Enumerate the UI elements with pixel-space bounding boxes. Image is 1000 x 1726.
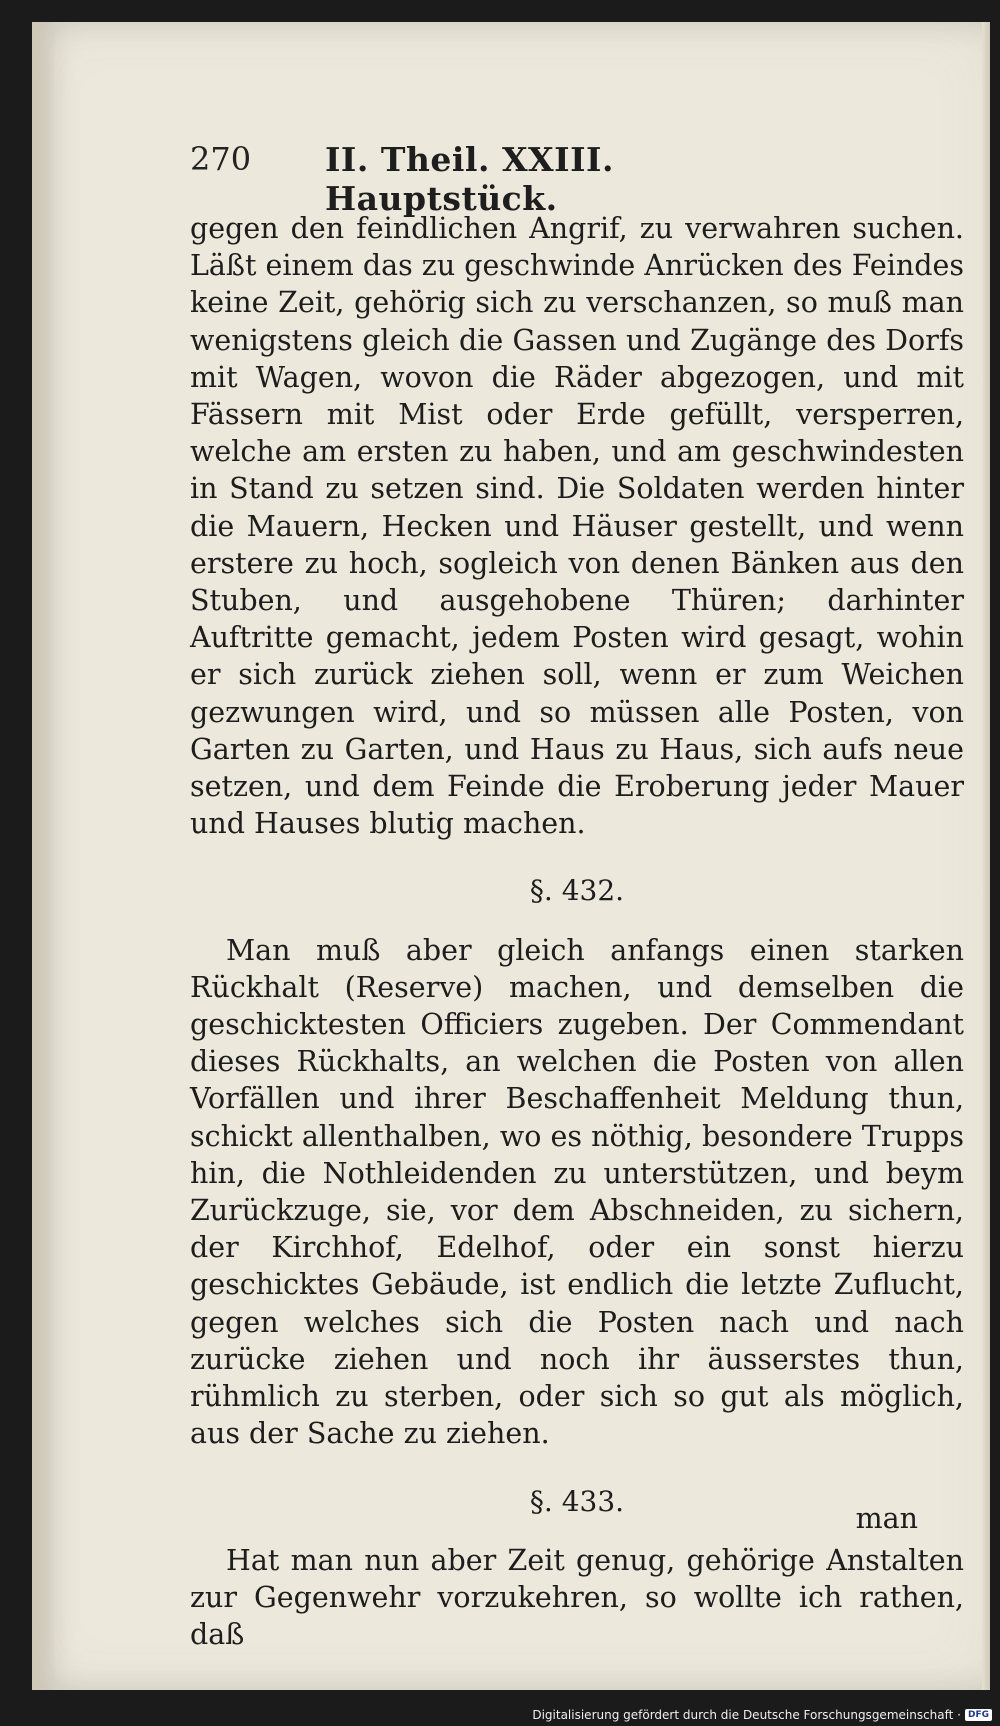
dfg-logo-icon: DFG bbox=[965, 1709, 992, 1721]
page-edge bbox=[982, 22, 990, 1690]
section-heading-432: §. 432. bbox=[529, 874, 625, 908]
catchword: man bbox=[855, 1502, 918, 1535]
footer-credit: Digitalisierung gefördert durch die Deutsche Forschungsgemeinschaft · bbox=[532, 1708, 961, 1722]
paragraph-3: Hat man nun aber Zeit genug, gehörige Anstalten zur Gegenwehr vorzukehren, so wollte ich rathen, daß bbox=[190, 1543, 964, 1652]
page-number: 270 bbox=[190, 140, 252, 178]
paragraph-1: gegen den feindlichen Angrif, zu verwahren suchen. Läßt einem das zu geschwinde Anrücken des Feindes keine Zeit, gehörig sich zu verschanzen, so muß man wenigstens gleich die Gassen und Zugänge des Dorfs mit Wagen, wovon die Räder abgezogen, und mit Fässern mit Mist oder Erde gefüllt, versperren, welche am ersten zu haben, und am geschwindesten in Stand zu setzen sind. Die Soldaten werden hinter die Mauern, Hecken und Häuser gestellt, und wenn erstere zu hoch, sogleich von denen Bänken aus den Stuben, und ausgehobene Thüren; darhinter Auftritte gemacht, jedem Posten wird gesagt, wohin er sich zurück ziehen soll, wenn er zum Weichen gezwungen wird, und so müssen alle Posten, von Garten zu Garten, und Haus zu Haus, sich aufs neue setzen, und dem Feinde die Eroberung jeder Mauer und Hauses blutig machen. bbox=[190, 212, 964, 841]
running-title: II. Theil. XXIII. Hauptstück. bbox=[325, 140, 614, 218]
digitization-footer bbox=[532, 1708, 992, 1722]
book-page bbox=[32, 22, 990, 1690]
page-gutter-shadow bbox=[32, 22, 56, 1690]
section-heading-433: §. 433. bbox=[529, 1484, 625, 1518]
body-text bbox=[190, 210, 964, 1653]
paragraph-2: Man muß aber gleich anfangs einen starken Rückhalt (Reserve) machen, und demselben die geschicktesten Officiers zugeben. Der Commendant dieses Rückhalts, an welchen die Posten von allen Vorfällen und ihrer Beschaffenheit Meldung thun, schickt allenthalben, wo es nöthig, besondere Trupps hin, die Nothleidenden zu unterstützen, und beym Zurückzuge, sie, vor dem Abschneiden, zu sichern, der Kirchhof, Edelhof, oder ein sonst hierzu geschicktes Gebäude, ist endlich die letzte Zuflucht, gegen welches sich die Posten nach und nach zurücke ziehen und noch ihr äusserstes thun, rühmlich zu sterben, oder sich so gut als möglich, aus der Sache zu ziehen. bbox=[190, 933, 964, 1451]
page-header bbox=[190, 140, 810, 218]
